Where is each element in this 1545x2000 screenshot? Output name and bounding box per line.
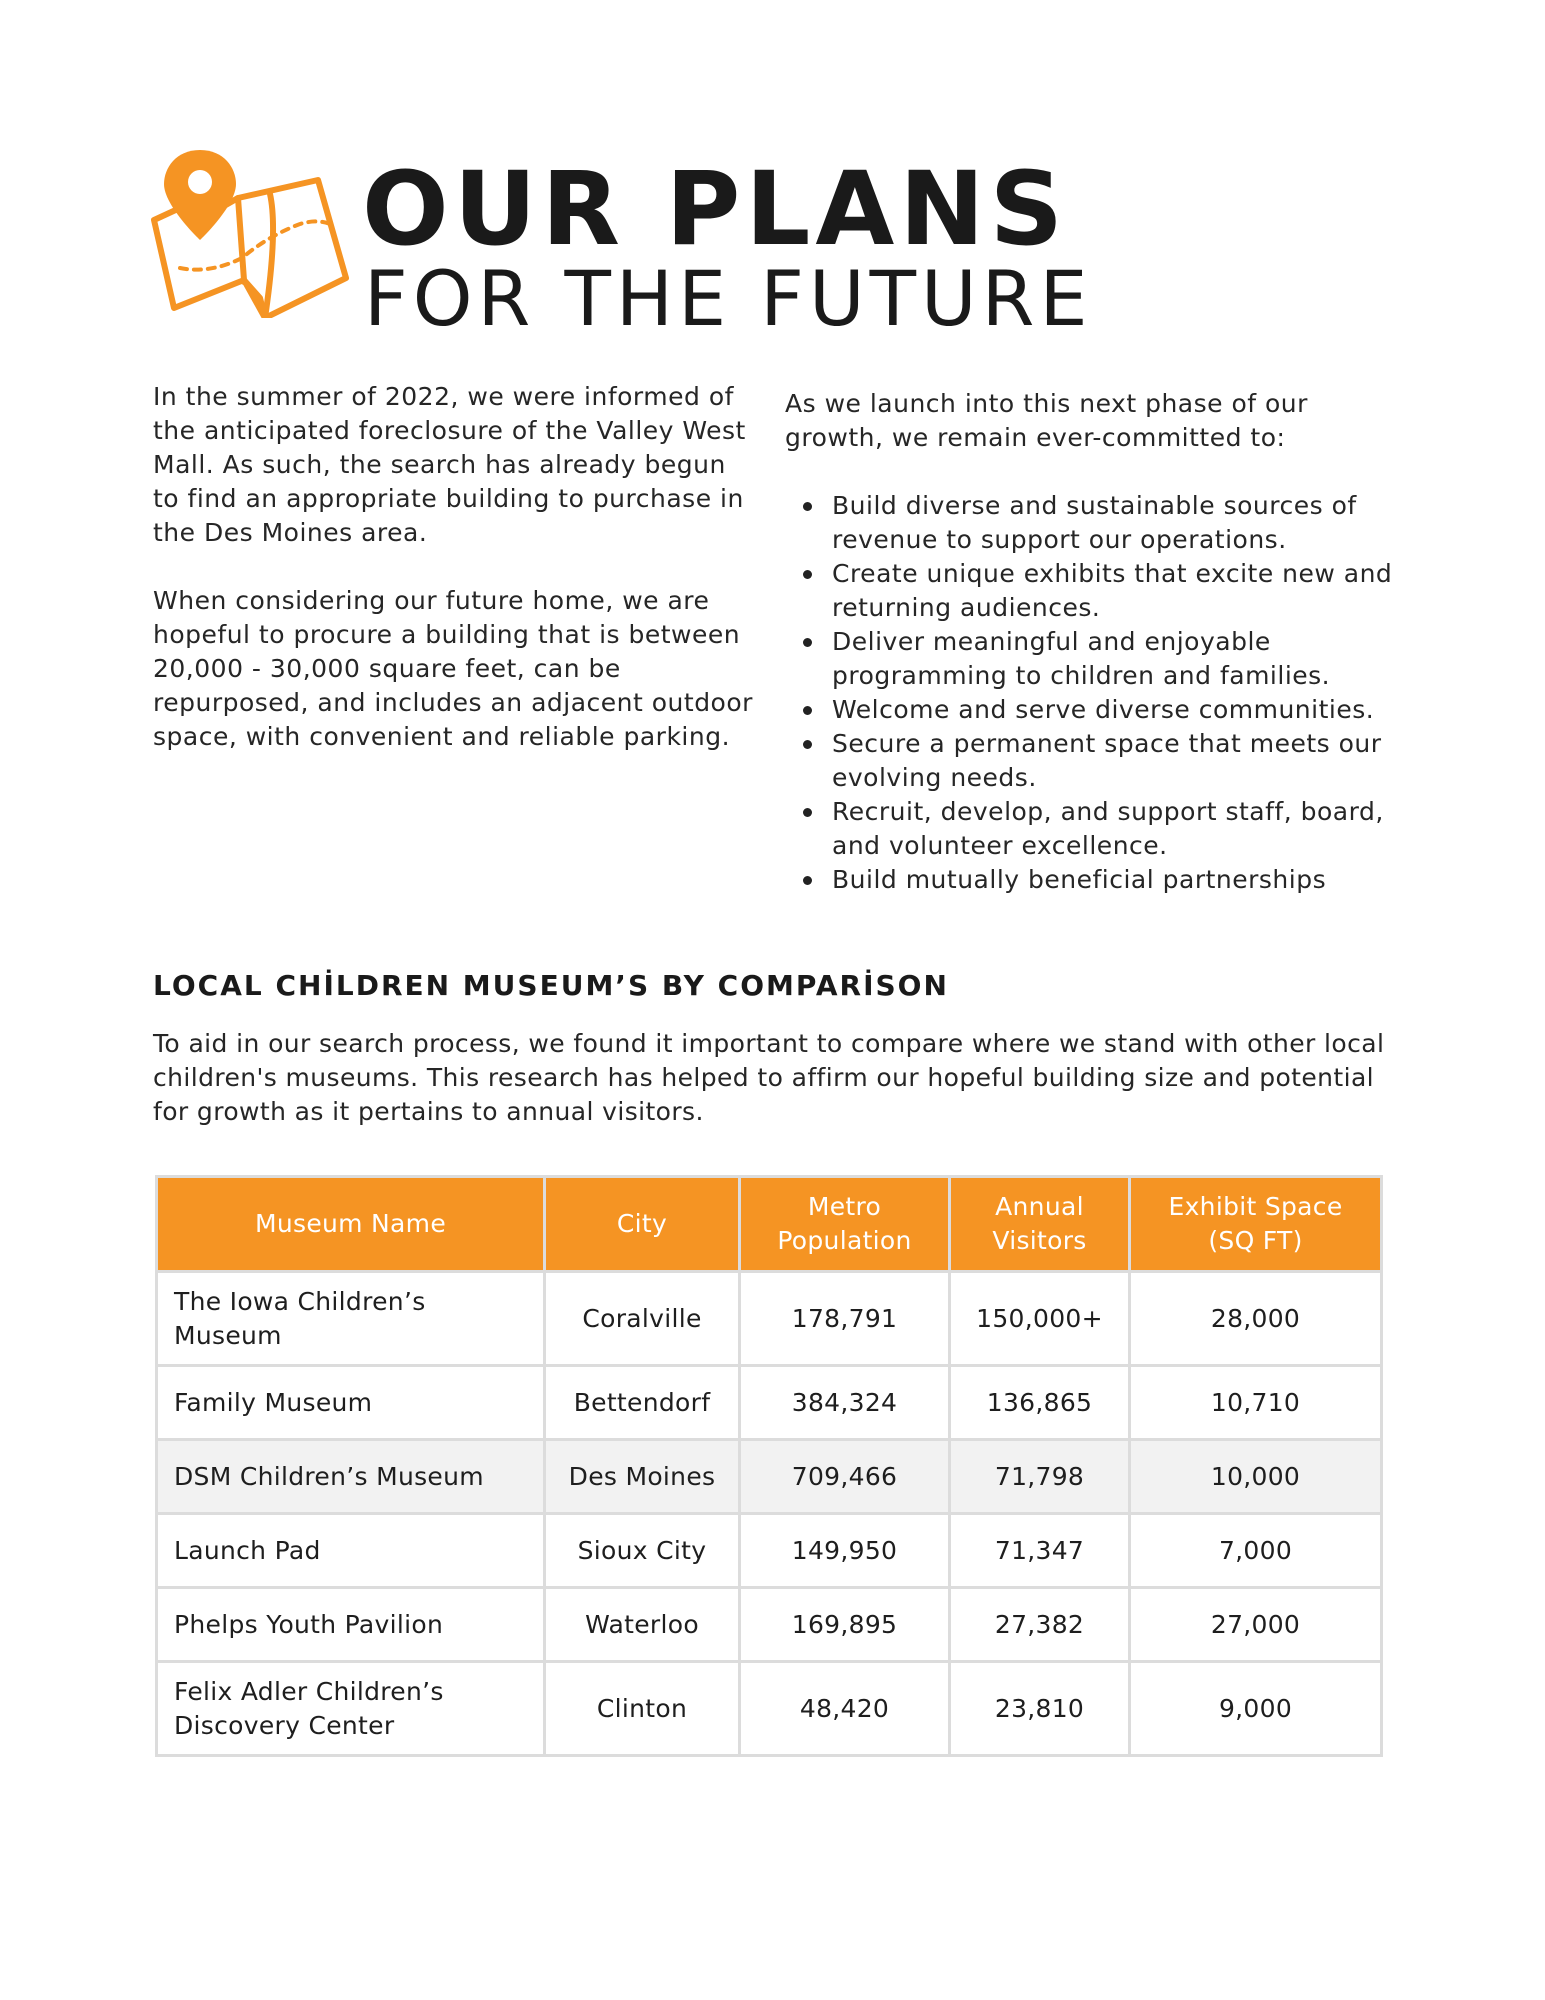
table-cell-metro-population: 149,950	[740, 1514, 950, 1588]
commitments-lead: As we launch into this next phase of our growth, we remain ever-committed to:	[785, 389, 1308, 452]
bullet-icon	[803, 808, 812, 817]
comparison-table	[155, 1175, 1383, 1757]
section-intro: To aid in our search process, we found it important to compare where we stand with other local children's museums. This research has helped to affirm our hopeful building size and potential for growth as it pertains to annual visitors.	[153, 1029, 1385, 1126]
table-cell-city: Sioux City	[545, 1514, 740, 1588]
table-row-highlighted	[157, 1440, 1382, 1514]
table-cell-metro-population: 178,791	[740, 1272, 950, 1366]
table-cell-annual-visitors: 27,382	[950, 1588, 1130, 1662]
intro-paragraph: In the summer of 2022, we were informed of the anticipated foreclosure of the Valley West Mall. As such, the search has already begun to find an appropriate building to purchase in the Des Moines area.	[153, 382, 746, 547]
table-cell-city: Des Moines	[545, 1440, 740, 1514]
commitments-list	[785, 489, 1405, 897]
table-row	[157, 1588, 1382, 1662]
table-cell-annual-visitors: 150,000+	[950, 1272, 1130, 1366]
table-cell-city: Coralville	[545, 1272, 740, 1366]
bullet-icon	[803, 638, 812, 647]
table-cell-city: Bettendorf	[545, 1366, 740, 1440]
list-item	[785, 557, 1405, 625]
column-header-metro-population: Metro Population	[740, 1177, 950, 1272]
section-heading: LOCAL CHİLDREN MUSEUM’S BY COMPARİSON	[153, 969, 949, 1002]
intro-left-column	[153, 380, 753, 754]
bullet-icon	[803, 706, 812, 715]
table-cell-metro-population: 384,324	[740, 1366, 950, 1440]
table-cell-museum-name: The Iowa Children’s Museum	[157, 1272, 545, 1366]
column-header-annual-visitors: Annual Visitors	[950, 1177, 1130, 1272]
table-cell-annual-visitors: 71,798	[950, 1440, 1130, 1514]
list-item-text: Deliver meaningful and enjoyable programming to children and families.	[832, 627, 1331, 690]
list-item-text: Build diverse and sustainable sources of revenue to support our operations.	[832, 491, 1357, 554]
table-cell-annual-visitors: 136,865	[950, 1366, 1130, 1440]
page-subtitle: FOR THE FUTURE	[364, 254, 1093, 343]
list-item	[785, 489, 1405, 557]
intro-paragraph: When considering our future home, we are hopeful to procure a building that is between 20,000 - 30,000 square feet, can be repurposed, and includes an adjacent outdoor space, with convenient and reliable parking.	[153, 586, 753, 751]
list-item-text: Build mutually beneficial partnerships	[832, 865, 1327, 894]
list-item	[785, 863, 1405, 897]
list-item	[785, 693, 1405, 727]
table-cell-annual-visitors: 23,810	[950, 1662, 1130, 1756]
bullet-icon	[803, 876, 812, 885]
list-item-text: Create unique exhibits that excite new and returning audiences.	[832, 559, 1393, 622]
table-cell-metro-population: 709,466	[740, 1440, 950, 1514]
table-cell-city: Waterloo	[545, 1588, 740, 1662]
table-cell-museum-name: Felix Adler Children’s Discovery Center	[157, 1662, 545, 1756]
table-row	[157, 1514, 1382, 1588]
list-item-text: Recruit, develop, and support staff, board, and volunteer excellence.	[832, 797, 1384, 860]
table-header-row	[157, 1177, 1382, 1272]
table-cell-metro-population: 169,895	[740, 1588, 950, 1662]
table-cell-exhibit-space: 27,000	[1130, 1588, 1382, 1662]
table-row	[157, 1662, 1382, 1756]
table-cell-museum-name: Phelps Youth Pavilion	[157, 1588, 545, 1662]
list-item	[785, 795, 1405, 863]
table-cell-exhibit-space: 10,000	[1130, 1440, 1382, 1514]
table-row	[157, 1272, 1382, 1366]
list-item	[785, 625, 1405, 693]
list-item-text: Welcome and serve diverse communities.	[832, 695, 1375, 724]
table-cell-metro-population: 48,420	[740, 1662, 950, 1756]
list-item-text: Secure a permanent space that meets our evolving needs.	[832, 729, 1382, 792]
table-cell-city: Clinton	[545, 1662, 740, 1756]
table-cell-exhibit-space: 28,000	[1130, 1272, 1382, 1366]
page-title: OUR PLANS	[362, 150, 1069, 269]
map-with-location-pin-icon	[150, 148, 350, 318]
table-cell-museum-name: DSM Children’s Museum	[157, 1440, 545, 1514]
intro-right-column	[785, 387, 1405, 897]
table-cell-museum-name: Launch Pad	[157, 1514, 545, 1588]
table-cell-exhibit-space: 7,000	[1130, 1514, 1382, 1588]
list-item	[785, 727, 1405, 795]
column-header-city: City	[545, 1177, 740, 1272]
table-cell-annual-visitors: 71,347	[950, 1514, 1130, 1588]
table-cell-museum-name: Family Museum	[157, 1366, 545, 1440]
table-cell-exhibit-space: 10,710	[1130, 1366, 1382, 1440]
bullet-icon	[803, 570, 812, 579]
table-row	[157, 1366, 1382, 1440]
table-cell-exhibit-space: 9,000	[1130, 1662, 1382, 1756]
column-header-museum-name: Museum Name	[157, 1177, 545, 1272]
bullet-icon	[803, 740, 812, 749]
bullet-icon	[803, 502, 812, 511]
column-header-exhibit-space: Exhibit Space (SQ FT)	[1130, 1177, 1382, 1272]
